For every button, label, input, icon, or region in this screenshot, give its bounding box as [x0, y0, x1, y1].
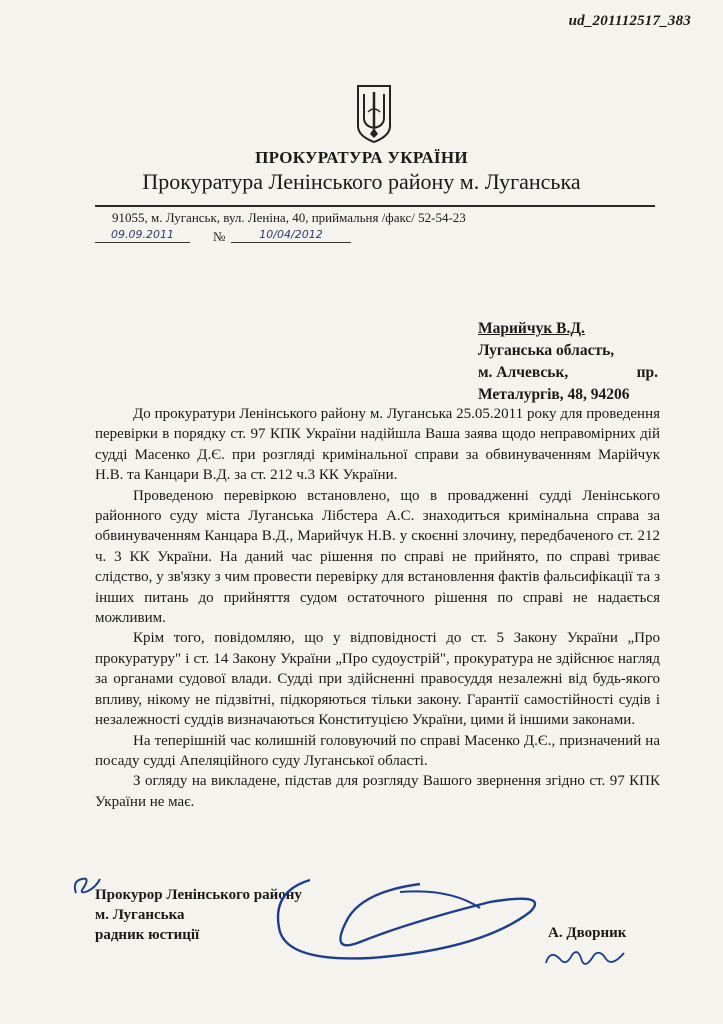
body-paragraph: З огляду на викладене, підстав для розгляду Вашого звернення згідно ст. 97 КПК України не має. [95, 773, 660, 810]
letter-number: 10/04/2012 [231, 228, 351, 243]
letter-body [95, 404, 660, 812]
recipient-street-prefix: пр. [636, 364, 658, 381]
letter-date: 09.09.2011 [95, 228, 190, 243]
trident-emblem-icon [354, 82, 394, 144]
body-paragraph: Крім того, повідомляю, що у відповідності до ст. 5 Закону України „Про прокуратуру" і ст. 14 Закону України „Про судоустрій", прокуратура не здійснює нагляд за органами судової влади. Судді при здійсненні правосуддя незалежні від будь-якого впливу, нікому не підзвітні, підкоряються тільки закону. Гарантії самостійності судів і незалежності суддів визначаються Конституцією України, цими й іншими законами. [95, 630, 660, 729]
body-paragraph: Проведеною перевіркою встановлено, що в провадженні судді Ленінського районного суду міста Луганська Лібстера А.С. знаходиться кримінальна справа за обвинуваченням Канцара В.Д., Марийчук Н.В. у скоєнні злочину, передбаченого ст. 212 ч. 3 КК України. На даний час рішення по справі не прийнято, по справі триває слідство, у зв'язку з чим провести перевірку для встановлення фактів фальсифікації та з інших питань до прийняття судом остаточного рішення по справі не надається можливим. [95, 487, 660, 627]
recipient-city-line [478, 362, 658, 384]
signature-scribble-icon [250, 862, 550, 972]
header-divider [95, 205, 655, 207]
body-paragraph: На теперішній час колишній головуючий по справі Масенко Д.Є., призначений на посаду судді Апеляційного суду Луганської області. [95, 732, 660, 769]
signatory-line-3: радник юстиції [95, 927, 200, 943]
body-paragraph: До прокуратури Ленінського району м. Луганська 25.05.2011 року для проведення перевірки в порядку ст. 97 КПК України надійшла Ваша заява щодо неправомірних дій судді Масенко Д.Є. при розгляді кримінальної справи за обвинуваченням Марійчук Н.В. та Канцари В.Д. за ст. 212 ч.3 КК України. [95, 406, 660, 484]
signer-name: А. Дворник [548, 925, 627, 941]
recipient-city: м. Алчевськ, [478, 364, 569, 381]
org-title: ПРОКУРАТУРА УКРАЇНИ [255, 148, 468, 167]
org-address: 91055, м. Луганськ, вул. Леніна, 40, приймальня /факс/ 52-54-23 [112, 210, 466, 225]
handwritten-signer-mark-icon [540, 945, 630, 971]
recipient-street: Металургів, 48, 94206 [478, 386, 630, 403]
org-subtitle: Прокуратура Ленінського району м. Луганська [142, 169, 581, 194]
number-sign: № [213, 229, 226, 244]
recipient-name: Марийчук В.Д. [478, 320, 585, 337]
signatory-line-2: м. Луганська [95, 907, 185, 923]
date-number-line [95, 228, 395, 248]
handwritten-initials-icon [70, 873, 106, 899]
signatory-line-1: Прокурор Ленінського району [95, 887, 302, 903]
document-id: ud_201112517_383 [568, 13, 691, 29]
recipient-block [478, 318, 658, 406]
recipient-region: Луганська область, [478, 342, 615, 359]
